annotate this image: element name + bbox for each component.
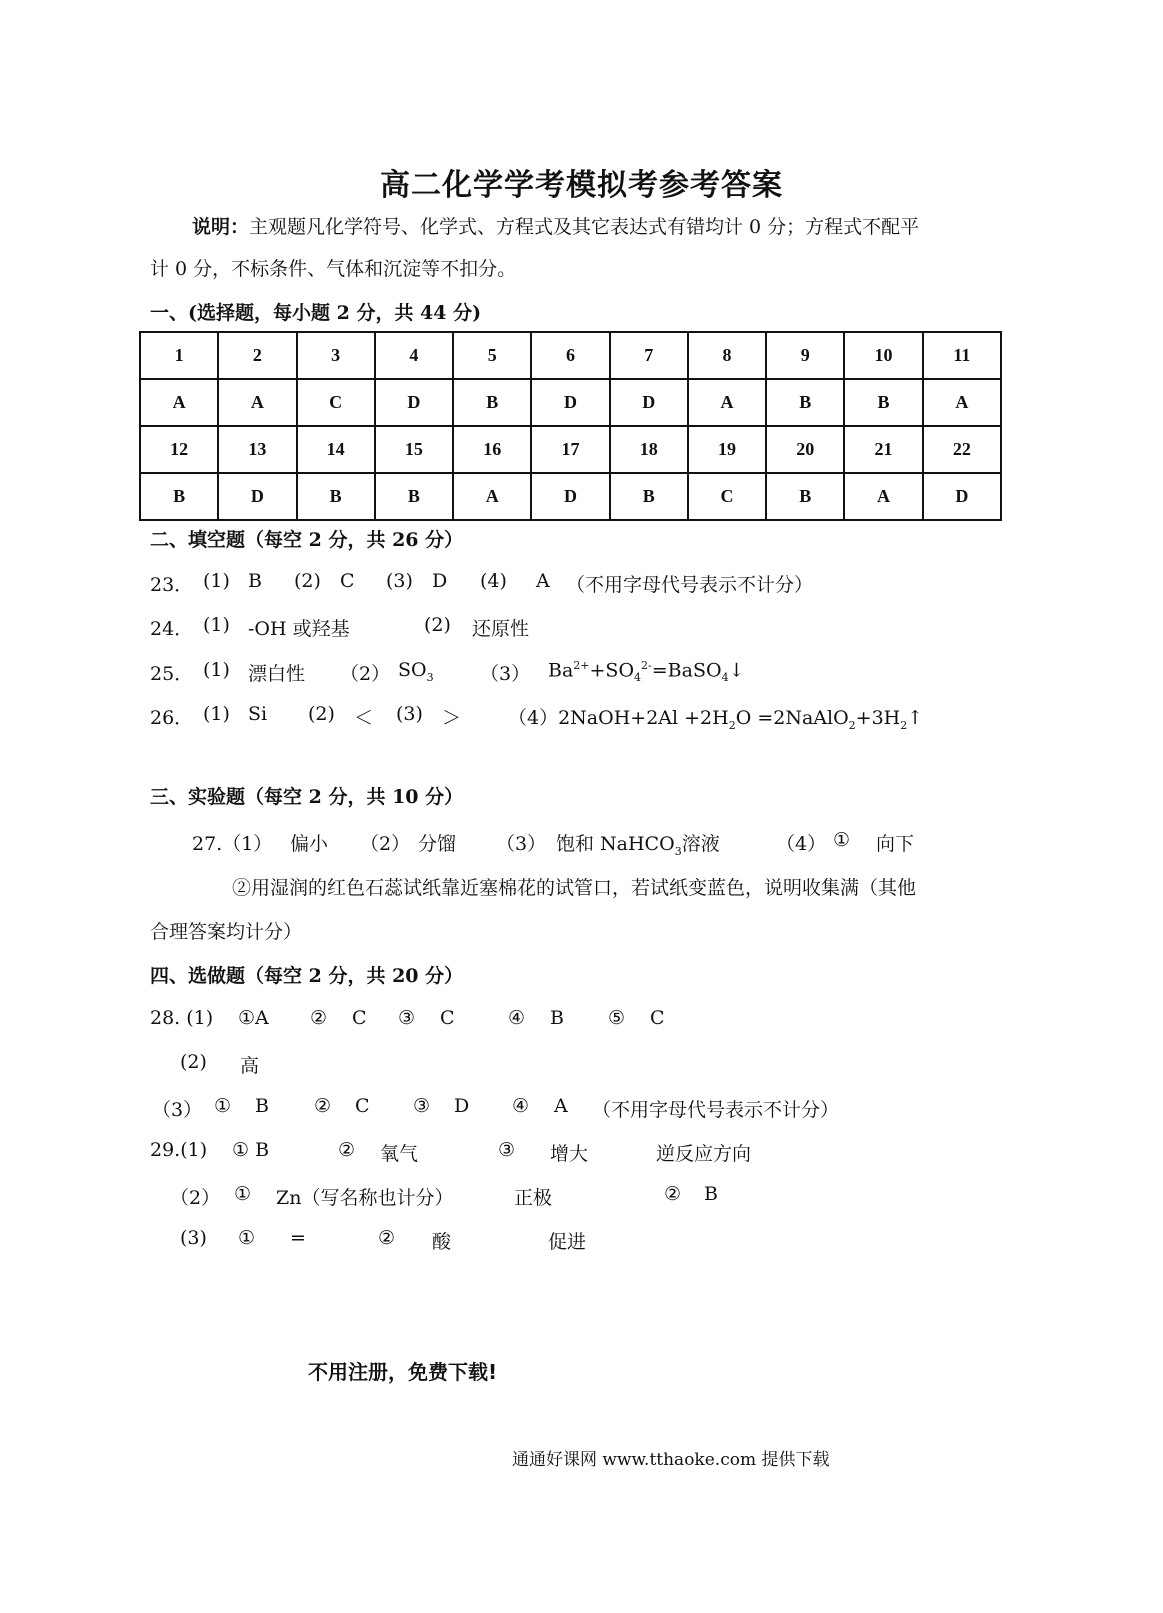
q27-a3-a: 饱和 NaHCO <box>556 833 675 855</box>
q23-a1: B <box>248 570 262 592</box>
note-line-1 <box>192 212 919 239</box>
q29-r3-4: 促进 <box>548 1231 587 1253</box>
q28-r3-5: D <box>454 1095 470 1117</box>
q24-p2: (2) <box>424 614 451 636</box>
q27-a4b: 向下 <box>876 833 915 855</box>
q28-r3-1: B <box>255 1095 269 1117</box>
answer-cell: A <box>140 379 218 426</box>
q26-eq-arrow: ↑ <box>907 707 924 729</box>
q28-r1-6: B <box>550 1007 564 1029</box>
answer-cell: D <box>375 379 453 426</box>
answer-cell: B <box>844 379 922 426</box>
answer-cell: B <box>766 379 844 426</box>
q23-number: 23． <box>150 574 194 596</box>
q28-head: 28. (1) <box>150 1007 214 1029</box>
q24-a1: -OH 或羟基 <box>248 618 350 640</box>
q23-p2: (2) <box>294 570 321 592</box>
page-title: 高二化学学考模拟考参考答案 <box>380 168 783 203</box>
answer-cell: A <box>218 379 296 426</box>
q28-p3: （3） <box>152 1099 203 1121</box>
q29-head: 29.(1) <box>150 1139 208 1161</box>
q29-r1-0: ① B <box>232 1139 270 1161</box>
q28-r3-4: ③ <box>413 1095 431 1117</box>
question-number-cell: 3 <box>297 332 375 379</box>
q26-eq-1: 2NaOH+2Al +2H <box>558 707 729 729</box>
answer-cell: A <box>453 473 531 520</box>
answer-cell: D <box>531 473 609 520</box>
q26-a3: ＞ <box>442 707 462 729</box>
q26-eq-sub-1: 2 <box>728 718 736 732</box>
question-number-cell: 11 <box>923 332 1001 379</box>
q29-r1-5: 逆反应方向 <box>656 1143 752 1165</box>
q24-p1: (1) <box>203 614 230 636</box>
answer-cell: A <box>844 473 922 520</box>
q27-line-2: ②用湿润的红色石蕊试纸靠近塞棉花的试管口，若试纸变蓝色，说明收集满（其他 <box>232 877 917 899</box>
q27-a2: 分馏 <box>418 833 457 855</box>
answer-cell: A <box>688 379 766 426</box>
q25-p2: （2） <box>340 663 391 685</box>
q28-r1-8: C <box>650 1007 665 1029</box>
q27-head: 27.（1） <box>192 833 273 855</box>
question-number-cell: 18 <box>610 426 688 473</box>
q29-r3-3: 酸 <box>432 1231 452 1253</box>
q28-r1-2: C <box>352 1007 367 1029</box>
q29-r2-1: Zn（写名称也计分） <box>276 1187 454 1209</box>
q29-r3-2: ② <box>378 1227 396 1249</box>
question-number-cell: 19 <box>688 426 766 473</box>
answer-cell: B <box>610 473 688 520</box>
answer-cell: C <box>297 379 375 426</box>
q29-r1-1: ② <box>338 1139 356 1161</box>
q29-r2-0: ① <box>234 1183 252 1205</box>
q28-a2: 高 <box>240 1055 260 1077</box>
q26-p2: (2) <box>308 703 335 725</box>
answer-cell: D <box>531 379 609 426</box>
question-number-cell: 5 <box>453 332 531 379</box>
section-heading-4: 四、选做题（每空 2 分，共 20 分） <box>150 965 464 987</box>
q23-a4: A <box>536 570 550 592</box>
q25-number: 25． <box>150 663 194 685</box>
q27-a1: 偏小 <box>290 833 329 855</box>
q24-a2: 还原性 <box>472 618 530 640</box>
q29-r3-0: ① <box>238 1227 256 1249</box>
q28-r1-1: ② <box>310 1007 328 1029</box>
answer-cell: A <box>923 379 1001 426</box>
footer-credit: 通通好课网 www.tthaoke.com 提供下载 <box>512 1450 830 1470</box>
q28-r3-7: A <box>554 1095 568 1117</box>
q23-p1: (1) <box>203 570 230 592</box>
promo-text: 不用注册，免费下载! <box>308 1360 498 1384</box>
answer-cell: B <box>140 473 218 520</box>
q25-equation <box>548 659 744 684</box>
question-number-cell: 1 <box>140 332 218 379</box>
q29-r3-1: = <box>290 1227 306 1249</box>
note-label: 说明： <box>192 216 250 238</box>
question-number-cell: 13 <box>218 426 296 473</box>
answer-cell: D <box>923 473 1001 520</box>
answer-cell: D <box>218 473 296 520</box>
question-number-cell: 2 <box>218 332 296 379</box>
q23-a2: C <box>340 570 355 592</box>
note-text-1: 主观题凡化学符号、化学式、方程式及其它表达式有错均计 0 分；方程式不配平 <box>249 216 920 238</box>
q29-r1-2: 氧气 <box>380 1143 419 1165</box>
q26-a2: ＜ <box>354 707 374 729</box>
q25-eq-arrow: ↓ <box>728 659 745 682</box>
q29-r1-3: ③ <box>498 1139 516 1161</box>
q26-equation <box>508 703 923 732</box>
question-number-cell: 16 <box>453 426 531 473</box>
question-number-cell: 21 <box>844 426 922 473</box>
q26-a1: Si <box>248 703 268 725</box>
q25-a1: 漂白性 <box>248 663 306 685</box>
q26-number: 26． <box>150 707 194 729</box>
q25-p1: (1) <box>203 659 230 681</box>
q29-r2-3: ② <box>664 1183 682 1205</box>
q25-eq-ba: Ba <box>548 659 574 682</box>
q27-a4a: ① <box>833 829 851 851</box>
q25-a2-sub: 3 <box>426 670 434 684</box>
q25-a2 <box>398 659 434 684</box>
q26-eq-sub-2: 2 <box>848 718 856 732</box>
answer-cell: C <box>688 473 766 520</box>
question-number-cell: 15 <box>375 426 453 473</box>
section-heading-1: 一、(选择题，每小题 2 分，共 44 分) <box>150 302 482 324</box>
q28-r1-4: C <box>440 1007 455 1029</box>
q26-p4: （4） <box>508 707 559 729</box>
question-number-cell: 22 <box>923 426 1001 473</box>
question-number-cell: 6 <box>531 332 609 379</box>
question-number-cell: 4 <box>375 332 453 379</box>
answer-cell: B <box>766 473 844 520</box>
question-number-cell: 20 <box>766 426 844 473</box>
q29-r2-2: 正极 <box>514 1187 553 1209</box>
q25-a2-base: SO <box>398 659 427 681</box>
q25-eq-so: +SO <box>589 659 635 682</box>
q27-p4: （4） <box>776 833 827 855</box>
q23-p3: (3) <box>386 570 413 592</box>
q25-eq-ba-charge: 2+ <box>573 659 590 672</box>
q28-r1-3: ③ <box>398 1007 416 1029</box>
question-number-cell: 12 <box>140 426 218 473</box>
q29-p2: （2） <box>170 1187 221 1209</box>
q28-r1-7: ⑤ <box>608 1007 626 1029</box>
q28-r1-0: ①A <box>238 1007 269 1029</box>
q25-eq-baso-sub: 4 <box>721 671 729 685</box>
q28-r3-0: ① <box>214 1095 232 1117</box>
section-heading-3: 三、实验题（每空 2 分，共 10 分） <box>150 786 464 808</box>
q25-eq-so-sub: 4 <box>634 671 642 685</box>
q28-r3-8: （不用字母代号表示不计分） <box>592 1099 840 1121</box>
q29-r2-4: B <box>704 1183 718 1205</box>
q26-eq-sub-3: 2 <box>900 718 908 732</box>
q27-line-3: 合理答案均计分） <box>150 921 303 943</box>
q28-p2: (2) <box>180 1051 207 1073</box>
q23-a3: D <box>432 570 448 592</box>
question-number-cell: 14 <box>297 426 375 473</box>
answer-cell: B <box>375 473 453 520</box>
answer-table <box>139 331 1002 521</box>
q25-eq-so-charge: 2- <box>641 659 652 672</box>
note-line-2: 计 0 分，不标条件、气体和沉淀等不扣分。 <box>150 258 517 280</box>
answer-table-row <box>140 379 1001 426</box>
question-number-cell: 10 <box>844 332 922 379</box>
answer-table-row <box>140 332 1001 379</box>
answer-cell: D <box>610 379 688 426</box>
answer-cell: B <box>297 473 375 520</box>
q27-p3: （3） <box>496 833 547 855</box>
q29-p3: (3) <box>180 1227 207 1249</box>
q28-r1-5: ④ <box>508 1007 526 1029</box>
q23-p4: (4) <box>480 570 507 592</box>
q23-note: （不用字母代号表示不计分） <box>566 574 814 596</box>
q26-eq-2: O =2NaAlO <box>735 707 849 729</box>
q26-p3: (3) <box>396 703 423 725</box>
answer-cell: B <box>453 379 531 426</box>
question-number-cell: 8 <box>688 332 766 379</box>
q28-r3-3: C <box>355 1095 370 1117</box>
q28-r3-2: ② <box>314 1095 332 1117</box>
q26-eq-3: +3H <box>855 707 901 729</box>
q25-p3: （3） <box>480 663 531 685</box>
q28-r3-6: ④ <box>512 1095 530 1117</box>
answer-table-row <box>140 426 1001 473</box>
q27-a3-sub: 3 <box>674 844 682 858</box>
question-number-cell: 7 <box>610 332 688 379</box>
section-heading-2: 二、填空题（每空 2 分，共 26 分） <box>150 529 464 551</box>
answer-table-row <box>140 473 1001 520</box>
q27-a3 <box>556 829 720 858</box>
question-number-cell: 9 <box>766 332 844 379</box>
q24-number: 24． <box>150 618 194 640</box>
q27-p2: （2） <box>360 833 411 855</box>
question-number-cell: 17 <box>531 426 609 473</box>
q29-r1-4: 增大 <box>550 1143 589 1165</box>
q25-eq-baso: =BaSO <box>651 659 722 682</box>
q26-p1: (1) <box>203 703 230 725</box>
q27-a3-b: 溶液 <box>681 833 720 855</box>
